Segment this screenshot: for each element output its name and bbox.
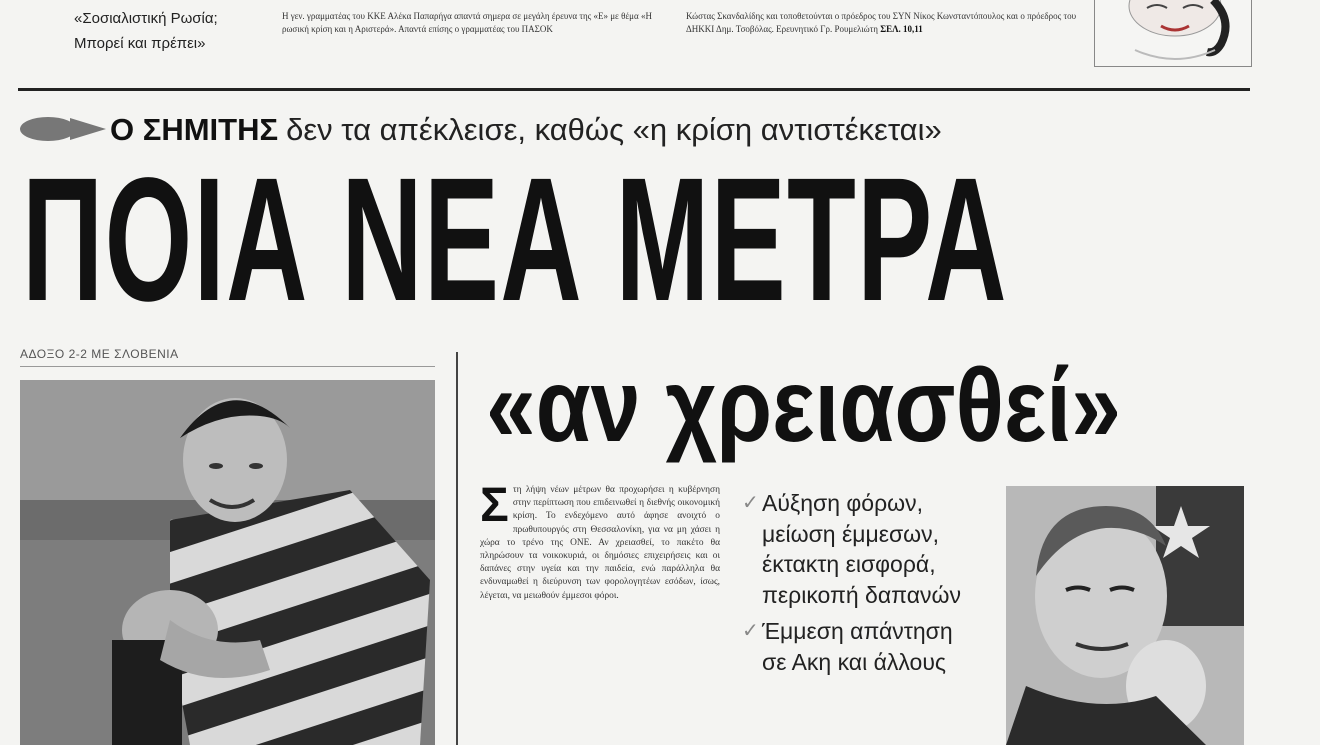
main-headline[interactable]: ΠΟΙΑ ΝΕΑ ΜΕΤΡΑ — [22, 150, 1008, 330]
teaser-headline-left[interactable]: «Σοσιαλιστική Ρωσία; Μπορεί και πρέπει» — [74, 10, 218, 52]
teaser-text-middle[interactable]: Η γεν. γραμματέας του ΚΚΕ Αλέκα Παπαρήγα απαντά σημερα σε μεγάλη έρευνα της «Ε» με θέμα «Η ρωσική κρίση και η Αριστερά». Απαντά επίσης ο γραμματέας του ΠΑΣΟΚ — [282, 11, 652, 34]
football-player-drawing — [20, 380, 435, 745]
check-icon: ✓ — [742, 620, 759, 642]
football-player-photo[interactable] — [20, 380, 435, 745]
pointer-icon — [18, 112, 108, 146]
column-divider — [456, 352, 458, 745]
photo-kicker[interactable]: ΑΔΟΞΟ 2-2 ΜΕ ΣΛΟΒΕΝΙΑ — [20, 347, 179, 361]
bullet-item[interactable] — [742, 616, 992, 677]
kicker-rest: δεν τα απέκλεισε, καθώς «η κρίση αντιστέκεται» — [286, 112, 942, 147]
bullet-text: Αύξηση φόρων, μείωση έμμεσων, έκτακτη εισφορά, περικοπή δαπανών — [762, 490, 961, 608]
teaser-page-ref: ΣΕΛ. 10,11 — [880, 24, 923, 34]
article-body[interactable] — [480, 484, 720, 745]
politician-drawing — [1006, 486, 1244, 745]
kicker-line — [110, 110, 942, 150]
check-icon: ✓ — [742, 492, 759, 514]
teaser-portrait-image[interactable] — [1094, 0, 1252, 67]
masthead-rule — [18, 88, 1250, 91]
kicker-strong: Ο ΣΗΜΙΤΗΣ — [110, 112, 279, 147]
main-headline-quote[interactable]: «αν χρειασθεί» — [486, 348, 1121, 464]
bullet-list — [742, 488, 992, 683]
politician-photo[interactable] — [1006, 486, 1244, 745]
bullet-item[interactable] — [742, 488, 992, 610]
teaser-text-right[interactable] — [686, 10, 1078, 36]
photo-kicker-rule — [20, 366, 435, 367]
portrait-face-drawing — [1095, 0, 1251, 66]
article-dropcap: Σ — [480, 484, 509, 532]
article-text: τη λήψη νέων μέτρων θα προχωρήσει η κυβέρνηση στην περίπτωση που επιδεινωθεί η διεθνής οικονομική κρίση. Το ενδεχόμενο αυτό άφησε ανοιχτό ο πρωθυπουργός στη Θεσσαλονίκη, για να μη χάσει η χώρα το τρένο της ΟΝΕ. Αν χρειασθεί, το πακέτο θα πληρώσουν τα νοικοκυριά, οι δημόσιες επιχειρήσεις και οι δαπάνες στην υγεία και την παιδεία, ενώ παράλληλα θα ενδυναμωθεί η διεύρυνση των φορολογητέων εσόδων, ίσως, λέγεται, να μειωθούν έμμεσοι φόροι. — [480, 485, 720, 601]
bullet-text: Έμμεση απάντηση σε Ακη και άλλους — [762, 618, 953, 675]
teaser-right-body: Κώστας Σκανδαλίδης και τοποθετούνται ο πρόεδρος του ΣΥΝ Νίκος Κωνσταντόπουλος και ο πρόεδρος του ΔΗΚΚΙ Δημ. Τσοβόλας. Ερευνητικό Γρ. Ρουμελιώτη — [686, 11, 1077, 34]
